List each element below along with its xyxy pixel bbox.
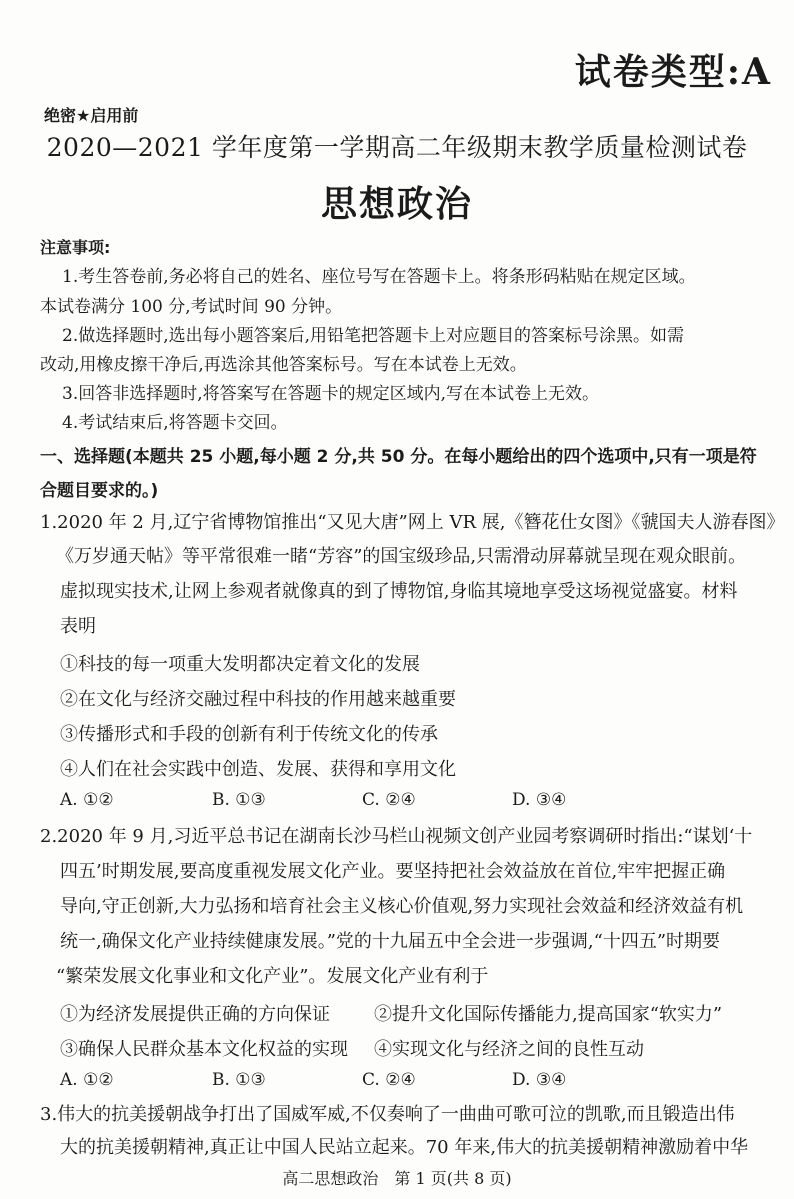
statement-option: ③传播形式和手段的创新有利于传统文化的传承 xyxy=(60,724,438,745)
statement-option: ③确保人民群众基本文化权益的实现 xyxy=(60,1039,348,1060)
question-text: “繁荣发展文化事业和文化产业”。发展文化产业有利于 xyxy=(56,966,489,987)
answer-choice-c: C. ②④ xyxy=(362,790,416,810)
notice-line: 本试卷满分 100 分,考试时间 90 分钟。 xyxy=(40,297,343,317)
answer-choice-b: B. ①③ xyxy=(212,790,266,810)
question-text: 导向,守正创新,大力弘扬和培育社会主义核心价值观,努力实现社会效益和经济效益有机 xyxy=(60,896,744,917)
question-text: 四五’时期发展,要高度重视发展文化产业。要坚持把社会效益放在首位,牢牢把握正确 xyxy=(60,861,726,882)
statement-option: ④实现文化与经济之间的良性互动 xyxy=(374,1039,644,1060)
exam-title: 2020—2021 学年度第一学期高二年级期末教学质量检测试卷 xyxy=(46,133,748,162)
question-text: 表明 xyxy=(60,616,96,637)
notice-line: 3.回答非选择题时,将答案写在答题卡的规定区域内,写在本试卷上无效。 xyxy=(62,384,600,404)
answer-choice-d: D. ③④ xyxy=(512,790,567,810)
answer-choice-a: A. ①② xyxy=(60,1070,114,1090)
statement-option: ②提升文化国际传播能力,提高国家“软实力” xyxy=(374,1004,723,1025)
question-text: 1.2020 年 2 月,辽宁省博物馆推出“又见大唐”网上 VR 展,《簪花仕女图》《虢国夫人游春图》 xyxy=(40,512,785,533)
section-heading: 合题目要求的。) xyxy=(40,481,159,501)
question-text: 统一,确保文化产业持续健康发展。”党的十九届五中全会进一步强调,“十四五”时期要 xyxy=(60,931,721,952)
notice-heading: 注意事项: xyxy=(40,238,111,257)
notice-line: 2.做选择题时,选出每小题答案后,用铅笔把答题卡上对应题目的答案标号涂黑。如需 xyxy=(62,326,685,346)
question-text: 大的抗美援朝精神,真正让中国人民站立起来。70 年来,伟大的抗美援朝精神激励着中华 xyxy=(60,1137,749,1158)
notice-line: 改动,用橡皮擦干净后,再选涂其他答案标号。写在本试卷上无效。 xyxy=(40,355,527,375)
notice-line: 1.考生答卷前,务必将自己的姓名、座位号写在答题卡上。将条形码粘贴在规定区域。 xyxy=(62,267,696,287)
answer-choice-c: C. ②④ xyxy=(362,1070,416,1090)
answer-choice-d: D. ③④ xyxy=(512,1070,567,1090)
answer-choice-b: B. ①③ xyxy=(212,1070,266,1090)
paper-type-label: 试卷类型:A xyxy=(574,51,772,93)
answer-choice-a: A. ①② xyxy=(60,790,114,810)
page-footer: 高二思想政治 第 1 页(共 8 页) xyxy=(282,1169,512,1188)
statement-option: ④人们在社会实践中创造、发展、获得和享用文化 xyxy=(60,759,456,780)
section-heading: 一、选择题(本题共 25 小题,每小题 2 分,共 50 分。在每小题给出的四个选项中,只有一项是符 xyxy=(40,447,757,467)
question-text: 虚拟现实技术,让网上参观者就像真的到了博物馆,身临其境地享受这场视觉盛宴。材料 xyxy=(60,581,738,602)
subject-title: 思想政治 xyxy=(320,184,473,225)
question-text: 3.伟大的抗美援朝战争打出了国威军威,不仅奏响了一曲曲可歌可泣的凯歌,而且锻造出伟 xyxy=(40,1104,735,1125)
notice-line: 4.考试结束后,将答题卡交回。 xyxy=(62,413,288,433)
statement-option: ①为经济发展提供正确的方向保证 xyxy=(60,1004,330,1025)
question-text: 2.2020 年 9 月,习近平总书记在湖南长沙马栏山视频文创产业园考察调研时指出:“谋划‘十 xyxy=(40,826,753,847)
statement-option: ①科技的每一项重大发明都决定着文化的发展 xyxy=(60,654,420,675)
statement-option: ②在文化与经济交融过程中科技的作用越来越重要 xyxy=(60,689,456,710)
secret-mark: 绝密★启用前 xyxy=(44,106,139,125)
question-text: 《万岁通天帖》等平常很难一睹“芳容”的国宝级珍品,只需滑动屏幕就呈现在观众眼前。 xyxy=(56,546,747,567)
